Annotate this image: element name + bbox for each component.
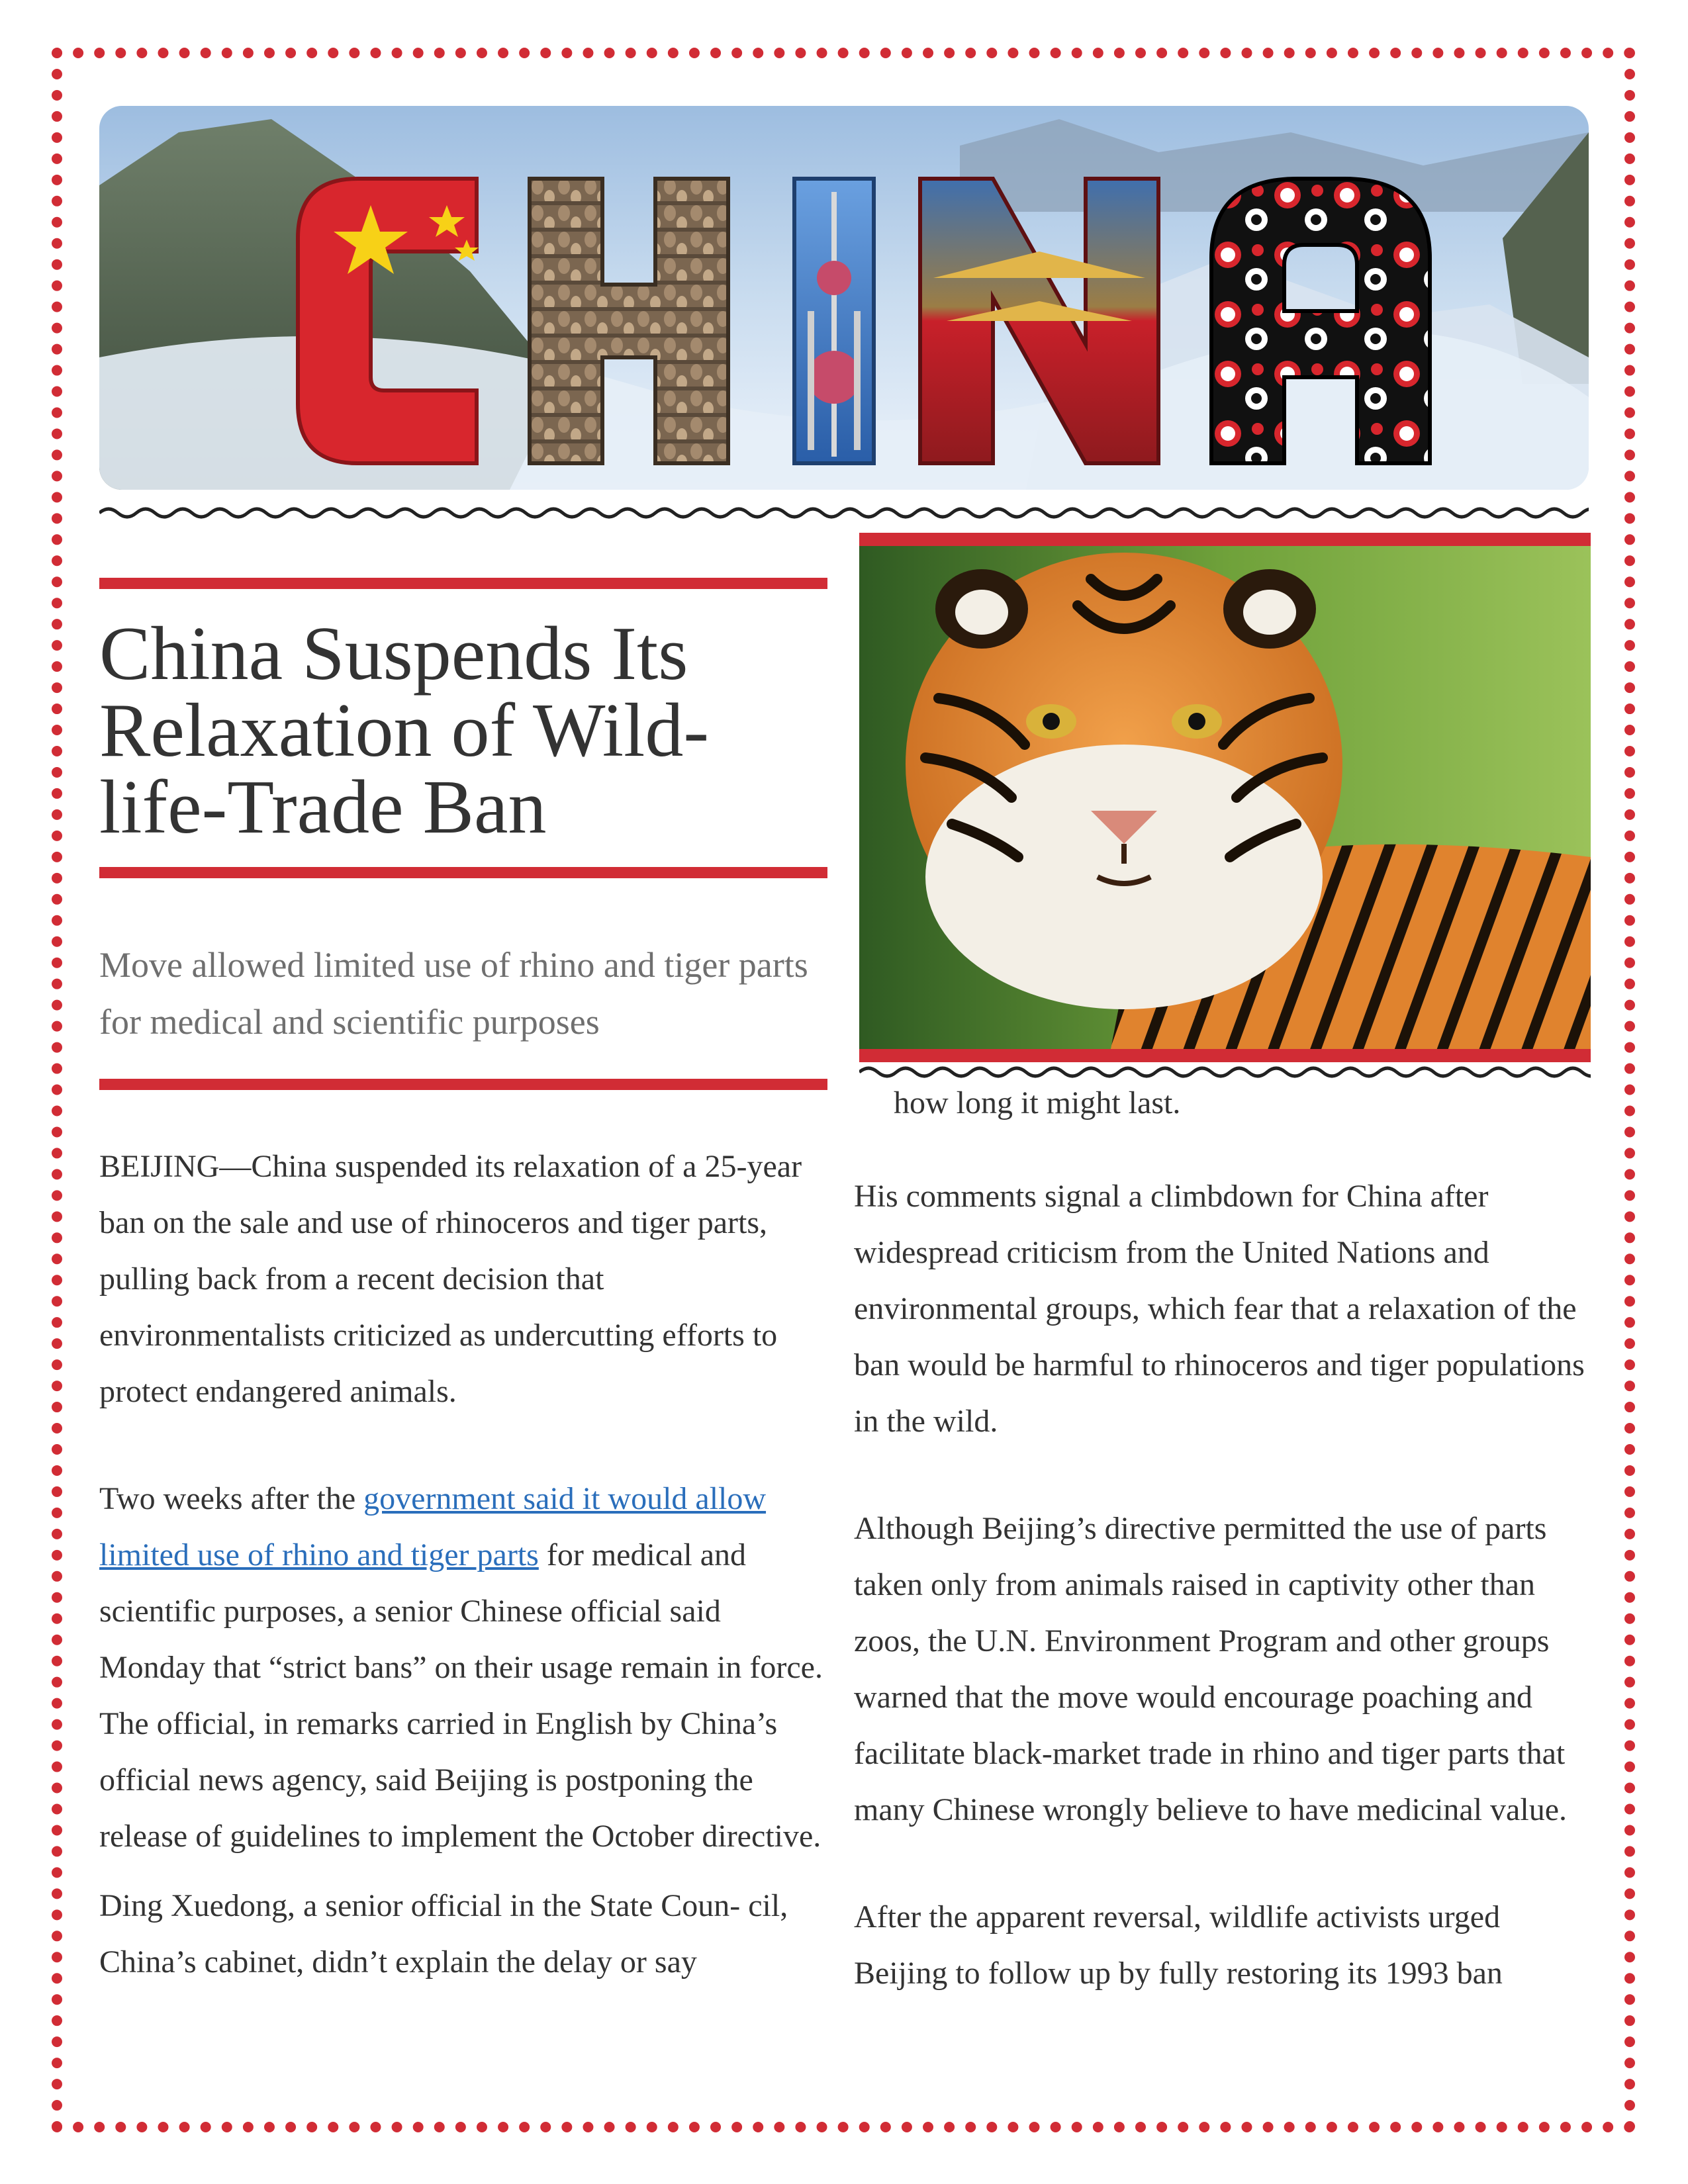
ban-relaxation-link[interactable]: government said it would allow limited use of rhino and tiger parts	[99, 1481, 767, 1572]
letter-i	[794, 179, 874, 463]
article-subhead: Move allowed limited use of rhino and tiger parts for medical and scientific purposes	[99, 945, 808, 1042]
left-column	[99, 1138, 827, 2041]
right-column	[854, 1168, 1589, 2052]
headline-top-rule	[99, 578, 827, 589]
image-top-rule	[859, 533, 1591, 546]
paragraph-2-lead: Two weeks after the	[99, 1481, 364, 1516]
image-wave-divider	[859, 1059, 1591, 1085]
image-bottom-rule	[859, 1049, 1591, 1062]
tiger-photo-icon	[859, 546, 1591, 1049]
paragraph-6: After the apparent reversal, wildlife activists urged Beijing to follow up by fully restoring its 1993 ban	[854, 1899, 1503, 1991]
headline-bottom-rule	[99, 867, 827, 878]
headline-line-2: Relaxation of Wild-	[99, 688, 709, 773]
subhead-bottom-rule	[99, 1079, 827, 1090]
paragraph-2-rest: for medical and scientific purposes, a senior Chinese official said Monday that “strict bans” on their usage remain in force. The official, in remarks carried in English by China’s official news agency, said Beijing is postponing the release of guidelines to implement the October directive.	[99, 1537, 823, 1854]
continuation-line: how long it might last.	[894, 1085, 1181, 1120]
paragraph-2	[99, 1471, 827, 1864]
paragraph-4: His comments signal a climbdown for China after widespread criticism from the United Nations and environmental groups, which fear that a relaxation of the ban would be harmful to rhinoceros and tiger populations in the wild.	[854, 1179, 1585, 1439]
headline-line-1: China Suspends Its	[99, 612, 688, 696]
tiger-image	[859, 546, 1591, 1049]
headline-line-3: life-Trade Ban	[99, 765, 547, 850]
paragraph-1: BEIJING—China suspended its relaxation of a 25-year ban on the sale and use of rhinoceros and tiger parts, pulling back from a recent decision that environmentalists criticized as undercutting efforts to protect endangered animals.	[99, 1149, 802, 1409]
article-headline	[99, 612, 827, 850]
china-collage-banner-icon	[99, 106, 1589, 490]
paragraph-3: Ding Xuedong, a senior official in the State Coun- cil, China’s cabinet, didn’t explain the delay or say	[99, 1888, 788, 1979]
paragraph-5: Although Beijing’s directive permitted the use of parts taken only from animals raised in captivity other than zoos, the U.N. Environment Program and other groups warned that the move would encourage poaching and facilitate black-market trade in rhino and tiger parts that many Chinese wrongly believe to have medicinal value.	[854, 1511, 1567, 1827]
banner-wave-divider	[99, 500, 1589, 526]
china-banner	[99, 106, 1589, 490]
